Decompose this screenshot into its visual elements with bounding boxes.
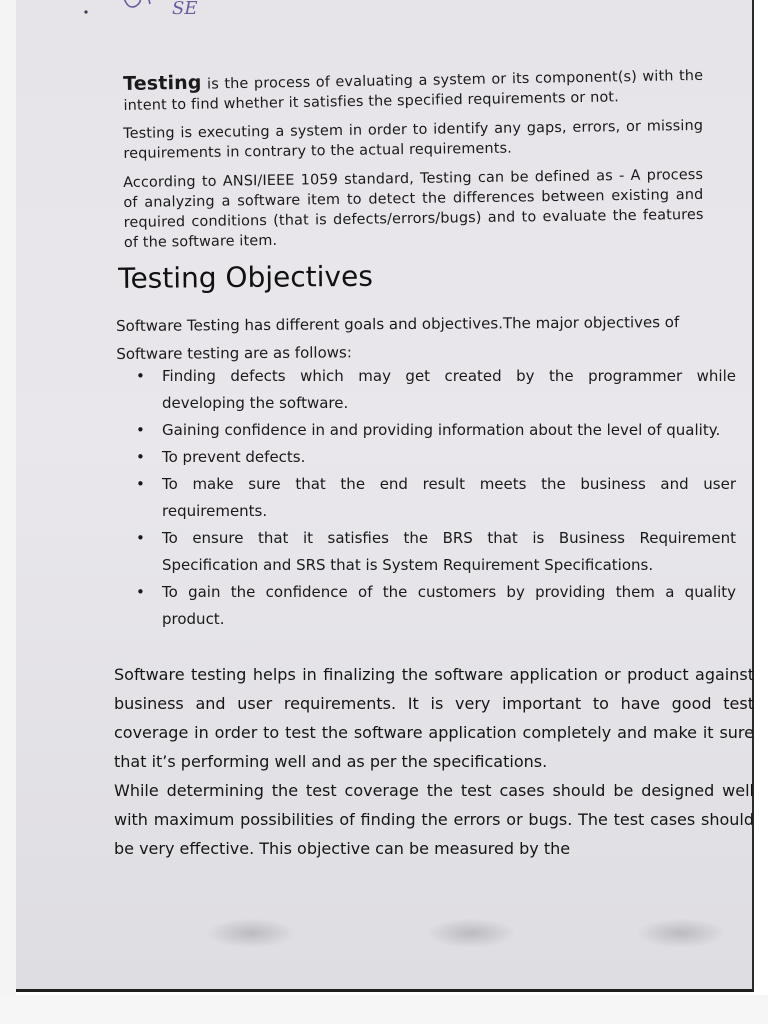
section-heading: Testing Objectives: [118, 259, 373, 295]
closing-paragraph-1: Software testing helps in finalizing the software application or product against business and user requirements. It is very important to have good test coverage in order to test the software application completely and make it sure that it’s performing well and as per the specifications.: [114, 665, 754, 771]
list-item: • To prevent defects.: [136, 444, 736, 471]
list-item: • Gaining confidence in and providing information about the level of quality.: [136, 417, 736, 444]
scan-smudge: [426, 918, 516, 948]
bullet-icon: •: [136, 421, 145, 439]
term-testing: Testing: [122, 71, 202, 95]
list-item: • Finding defects which may get created by the programmer while developing the software.: [136, 363, 736, 417]
definition-text-1: is the process of evaluating a system or its component(s) with the intent to find whether it satisfies the specified requirements or not.: [123, 67, 704, 114]
bullet-icon: •: [136, 529, 145, 547]
scan-smudge: [206, 918, 296, 948]
definition-paragraph-3: According to ANSI/IEEE 1059 standard, Testing can be defined as - A process of analyzing a software item to detect the differences between existing and required conditions (that is defects/errors/bugs) and to evaluate the features of the software item.: [123, 166, 704, 251]
bullet-icon: •: [136, 367, 145, 385]
list-item: • To ensure that it satisfies the BRS that is Business Requirement Specification and SRS that is System Requirement Specifications.: [136, 525, 736, 579]
definition-paragraph-2: Testing is executing a system in order to identify any gaps, errors, or missing requirements in contrary to the actual requirements.: [123, 117, 704, 162]
closing-paragraph-2: While determining the test coverage the test cases should be designed well with maximum possibilities of finding the errors or bugs. The test cases should be very effective. This objective can be measured by the: [114, 781, 754, 858]
scan-margin-left: [0, 0, 16, 1024]
objectives-list: [136, 363, 736, 633]
bullet-icon: •: [136, 583, 145, 601]
definition-paragraph-1: [123, 64, 704, 116]
scan-margin-bottom: [0, 995, 768, 1024]
section-intro: Software Testing has different goals and objectives.The major objectives of Software testing are as follows:: [116, 313, 680, 363]
document-page: [16, 0, 754, 992]
handwritten-note: SE: [172, 0, 198, 19]
list-item: • To make sure that the end result meets the business and user requirements.: [136, 471, 736, 525]
list-item: • To gain the confidence of the customers by providing them a quality product.: [136, 579, 736, 633]
scan-smudge: [636, 918, 726, 948]
bullet-icon: •: [136, 448, 145, 466]
bullet-icon: •: [136, 475, 145, 493]
